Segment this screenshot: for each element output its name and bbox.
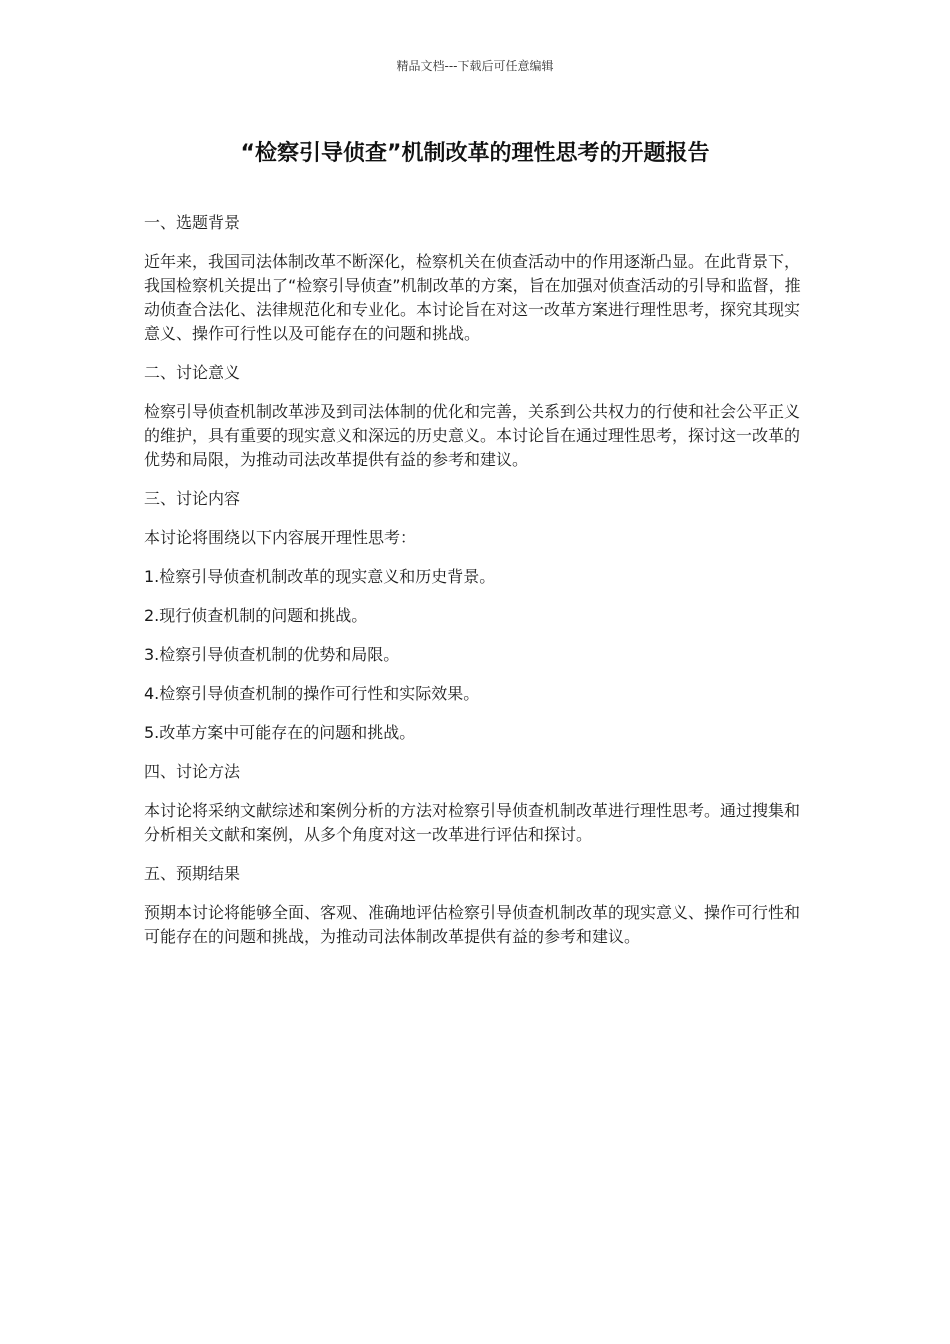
paragraph-background: 近年来，我国司法体制改革不断深化，检察机关在侦查活动中的作用逐渐凸显。在此背景下，我国检察机关提出了“检察引导侦查”机制改革的方案，旨在加强对侦查活动的引导和监督，推动侦查合法化、法律规范化和专业化。本讨论旨在对这一改革方案进行理性思考，探究其现实意义、操作可行性以及可能存在的问题和挑战。 — [144, 252, 801, 343]
section-heading-content: 三、讨论内容 — [144, 489, 241, 508]
paragraph-content-intro: 本讨论将围绕以下内容展开理性思考： — [144, 528, 417, 547]
list-item: 4.检察引导侦查机制的操作可行性和实际效果。 — [144, 684, 480, 703]
section-heading-expected-results: 五、预期结果 — [144, 864, 241, 883]
document-body — [144, 211, 806, 964]
list-item: 3.检察引导侦查机制的优势和局限。 — [144, 645, 400, 664]
section-heading-method: 四、讨论方法 — [144, 762, 241, 781]
paragraph-expected-results: 预期本讨论将能够全面、客观、准确地评估检察引导侦查机制改革的现实意义、操作可行性和可能存在的问题和挑战，为推动司法体制改革提供有益的参考和建议。 — [144, 903, 801, 946]
list-item: 1.检察引导侦查机制改革的现实意义和历史背景。 — [144, 567, 496, 586]
document-title: “检察引导侦查”机制改革的理性思考的开题报告 — [240, 141, 710, 166]
page-header: 精品文档---下载后可任意编辑 — [396, 59, 554, 73]
paragraph-significance: 检察引导侦查机制改革涉及到司法体制的优化和完善，关系到公共权力的行使和社会公平正义的维护，具有重要的现实意义和深远的历史意义。本讨论旨在通过理性思考，探讨这一改革的优势和局限，为推动司法改革提供有益的参考和建议。 — [144, 402, 801, 469]
list-item: 5.改革方案中可能存在的问题和挑战。 — [144, 723, 416, 742]
paragraph-method: 本讨论将采纳文献综述和案例分析的方法对检察引导侦查机制改革进行理性思考。通过搜集和分析相关文献和案例，从多个角度对这一改革进行评估和探讨。 — [144, 801, 801, 844]
list-item: 2.现行侦查机制的问题和挑战。 — [144, 606, 368, 625]
section-heading-significance: 二、讨论意义 — [144, 363, 241, 382]
section-heading-background: 一、选题背景 — [144, 213, 241, 232]
